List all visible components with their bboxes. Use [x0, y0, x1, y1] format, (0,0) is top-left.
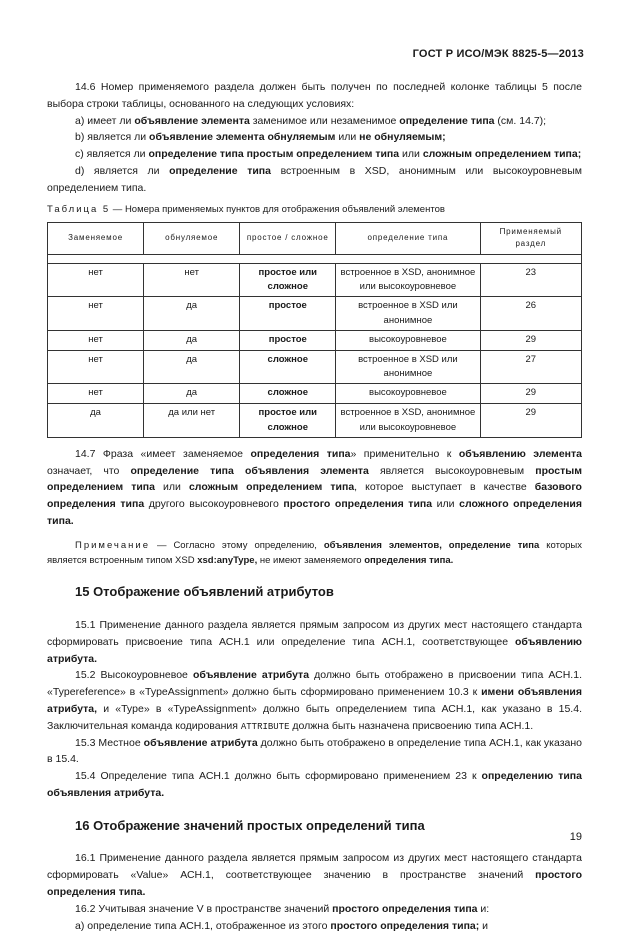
table-header-cell: Применяемый раздел	[480, 222, 582, 254]
table-cell: нет	[48, 263, 144, 297]
table-cell: 29	[480, 384, 582, 404]
clause-14-6-c: с) является ли определение типа простым определением типа или сложным определением типа;	[75, 148, 582, 161]
table-header-cell: обнуляемое	[144, 222, 240, 254]
clause-15-3: 15.3 Местное объявление атрибута должно быть отображено в определение типа АСН.1, как указано в 15.4.	[47, 736, 582, 766]
table-cell: да	[144, 330, 240, 350]
clause-14-6-a: а) имеет ли объявление элемента заменимое или незаменимое определение типа (см. 14.7);	[75, 114, 547, 127]
table-cell: простое или сложное	[240, 263, 336, 297]
table-cell: да	[48, 404, 144, 438]
clause-16-2-a: а) определение типа АСН.1, отображенное из этого простого определения типа; и	[75, 919, 489, 932]
table-cell: 29	[480, 330, 582, 350]
table-cell: 29	[480, 404, 582, 438]
table-cell: да или нет	[144, 404, 240, 438]
table-header-row	[48, 222, 582, 254]
table-cell: встроенное в XSD, анонимное или высокоуровневое	[336, 404, 480, 438]
table-cell: простое	[240, 330, 336, 350]
table-cell: да	[144, 384, 240, 404]
clause-14-6-b: b) является ли объявление элемента обнуляемым или не обнуляемым;	[75, 131, 446, 144]
clause-14-6-d: d) является ли определение типа встроенным в XSD, анонимным или высокоуровневым определением типа.	[47, 164, 582, 194]
clause-14-7: 14.7 Фраза «имеет заменяемое определения типа» применительно к объявлению элемента означает, что определение типа объявления элемента является высокоуровневым простым определением типа или сложным определением типа, которое выступает в качестве базового определения типа другого высокоуровневого простого определения типа или сложного определения типа.	[47, 447, 582, 527]
table-row	[48, 404, 582, 438]
table-cell: 27	[480, 350, 582, 384]
clause-15-2: 15.2 Высокоуровневое объявление атрибута должно быть отображено в присвоении типа АСН.1. «Typereference» в «TypeAssignment» должно быть сформировано применением 10.3 к имени объявления атрибута, и «Type» в «TypeAssignment» должно быть определением типа АСН.1, как указано в 15.4. Заключительная команда кодирования ATTRIBUTE должна быть назначена присвоению типа АСН.1.	[47, 669, 582, 732]
clause-16-1: 16.1 Применение данного раздела является прямым запросом из других мест настоящего стандарта сформировать «Value» АСН.1, соответствующее значению в пространстве значений простого определения типа.	[47, 852, 582, 899]
note: Примечание — Согласно этому определению, объявления элементов, определение типа которых является встроенным типом XSD xsd:anyType, не имеют заменяемого определения типа.	[47, 539, 582, 566]
page-header: ГОСТ Р ИСО/МЭК 8825-5—2013	[412, 48, 584, 60]
clause-16-2: 16.2 Учитывая значение V в пространстве значений простого определения типа и:	[75, 902, 490, 915]
table-cell: встроенное в XSD, анонимное или высокоуровневое	[336, 263, 480, 297]
table-caption: Таблица 5 — Номера применяемых пунктов для отображения объявлений элементов	[47, 203, 445, 215]
table-cell: сложное	[240, 350, 336, 384]
table-cell: простое или сложное	[240, 404, 336, 438]
table-row	[48, 297, 582, 331]
page-number: 19	[569, 831, 582, 843]
page-content	[47, 79, 582, 934]
table-5	[47, 222, 582, 438]
table-cell: нет	[48, 297, 144, 331]
table-cell: нет	[48, 384, 144, 404]
table-header-cell: Заменяемое	[48, 222, 144, 254]
table-spacer	[48, 254, 582, 263]
table-cell: простое	[240, 297, 336, 331]
table-header-cell: простое / сложное	[240, 222, 336, 254]
table-row	[48, 384, 582, 404]
clause-14-6-intro: 14.6 Номер применяемого раздела должен быть получен по последней колонке таблицы 5 после выбора строки таблицы, основанного на следующих условиях:	[47, 81, 582, 110]
table-cell: да	[144, 297, 240, 331]
table-cell: нет	[48, 330, 144, 350]
table-cell: встроенное в XSD или анонимное	[336, 350, 480, 384]
table-header-cell: определение типа	[336, 222, 480, 254]
table-cell: высокоуровневое	[336, 330, 480, 350]
clause-15-1: 15.1 Применение данного раздела является прямым запросом из других мест настоящего стандарта сформировать присвоение типа АСН.1 или определение типа АСН.1, соответствующее объявлению атрибута.	[47, 618, 582, 665]
section-15-heading: 15 Отображение объявлений атрибутов	[75, 584, 334, 600]
table-row	[48, 350, 582, 384]
table-cell: нет	[48, 350, 144, 384]
table-cell: 26	[480, 297, 582, 331]
table-row	[48, 263, 582, 297]
table-cell: 23	[480, 263, 582, 297]
table-cell: встроенное в XSD или анонимное	[336, 297, 480, 331]
table-cell: да	[144, 350, 240, 384]
section-16-heading: 16 Отображение значений простых определений типа	[75, 817, 425, 833]
table-cell: сложное	[240, 384, 336, 404]
table-cell: высокоуровневое	[336, 384, 480, 404]
clause-15-4: 15.4 Определение типа АСН.1 должно быть сформировано применением 23 к определению типа объявления атрибута.	[47, 770, 582, 799]
table-row	[48, 330, 582, 350]
table-cell: нет	[144, 263, 240, 297]
